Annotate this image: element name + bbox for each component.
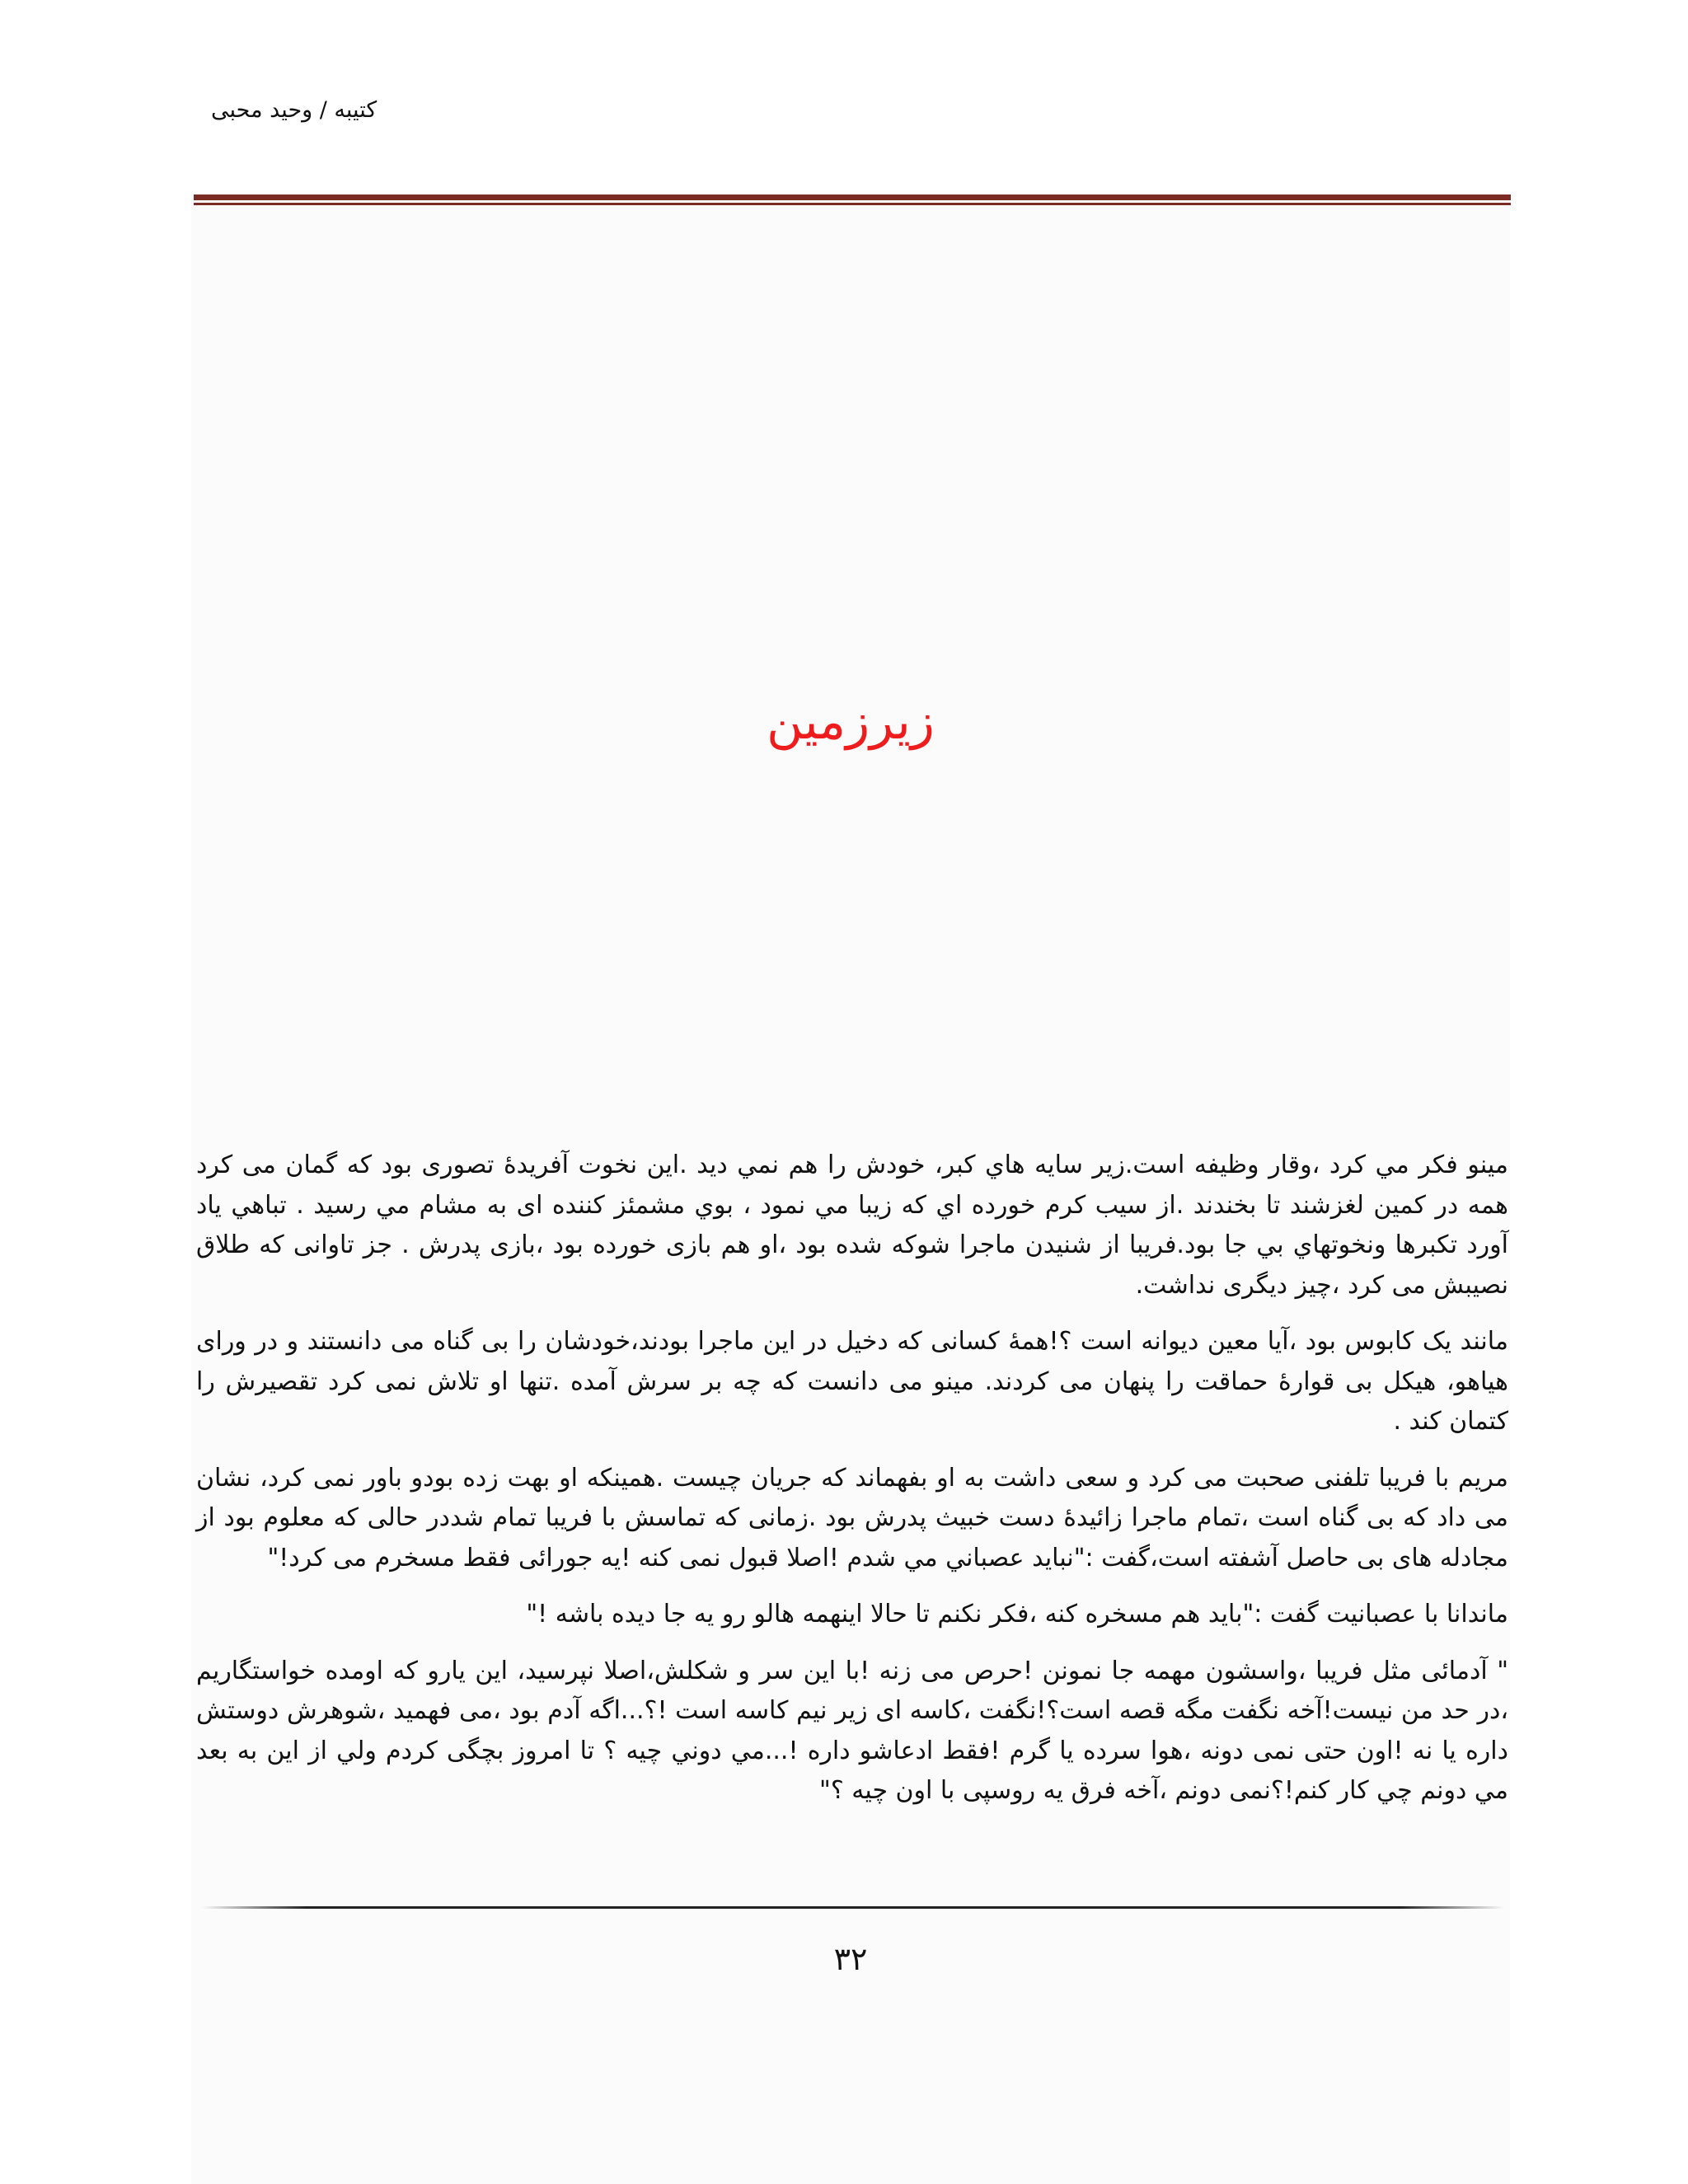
footer-rule xyxy=(202,1906,1504,1909)
paragraph: مینو فکر مي کرد ،وقار وظیفه است.زیر سایه هاي کبر، خودش را هم نمي دید .این نخوت آفریدۀ تصوری بود که گمان می کرد همه در کمین لغزشند تا بخندند .از سیب کرم خورده اي که زیبا مي نمود ، بوي مشمئز کننده ای به مشام مي رسید . تباهي یاد آورد تکبرها ونخوتهاي بي جا بود.فریبا از شنیدن ماجرا شوکه شده بود ،او هم بازی خورده بود ،بازی پدرش . جز تاوانی که طلاق نصیبش می کرد ،چیز دیگری نداشت. xyxy=(196,1151,1508,1300)
chapter-title: زیرزمین xyxy=(767,693,935,751)
paragraph: " آدمائی مثل فریبا ،واسشون مهمه جا نمونن !حرص می زنه !با این سر و شکلش،اصلا نپرسید، این یارو که اومده خواستگاریم ،در حد من نیست!آخه نگفت مگه قصه است؟!نگفت ،کاسه ای زیر نیم کاسه است !؟...اگه آدم بود ،می فهمید ،شوهرش دوستش داره یا نه !اون حتی نمی دونه ،هوا سرده یا گرم !فقط ادعاشو داره !...مي دوني چیه ؟ تا امروز بچگی کردم ولي از این به بعد مي دونم چي کار کنم!؟نمی دونم ،آخه فرق یه روسپی با اون چیه ؟" xyxy=(196,1656,1508,1805)
page-number: ۳۲ xyxy=(833,1941,868,1977)
paragraph: مریم با فریبا تلفنی صحبت می کرد و سعی داشت به او بفهماند که جریان چیست .همینکه او بهت زده بودو باور نمی کرد، نشان می داد که بی گناه است ،تمام ماجرا زائیدۀ دست خبیث پدرش بود .زمانی که تماسش با فریبا تمام شددر حالی که معلوم بود از مجادله های بی حاصل آشفته است،گفت :"نباید عصباني مي شدم !اصلا قبول نمی کنه !یه جورائی فقط مسخرم می کرد!" xyxy=(196,1463,1508,1572)
running-header: کتیبه / وحید محبی xyxy=(211,97,377,123)
header-rule-thin-line xyxy=(194,203,1511,205)
header-rule xyxy=(194,194,1511,205)
paragraph: ماندانا با عصبانیت گفت :"باید هم مسخره کنه ،فکر نکنم تا حالا اینهمه هالو رو یه جا دیده باشه !" xyxy=(526,1600,1508,1629)
paragraph: مانند یک کابوس بود ،آیا معین دیوانه است ؟!همۀ کسانی که دخیل در این ماجرا بودند،خودشان را بی گناه می دانستند و در ورای هیاهو، هیکل بی قوارۀ حماقت را پنهان می کردند. مینو می دانست که چه بر سرش آمده .تنها او تلاش نمی کرد تقصیرش را کتمان کند . xyxy=(196,1327,1508,1436)
body-text xyxy=(196,1146,1508,1828)
header-rule-thick-line xyxy=(194,194,1511,200)
